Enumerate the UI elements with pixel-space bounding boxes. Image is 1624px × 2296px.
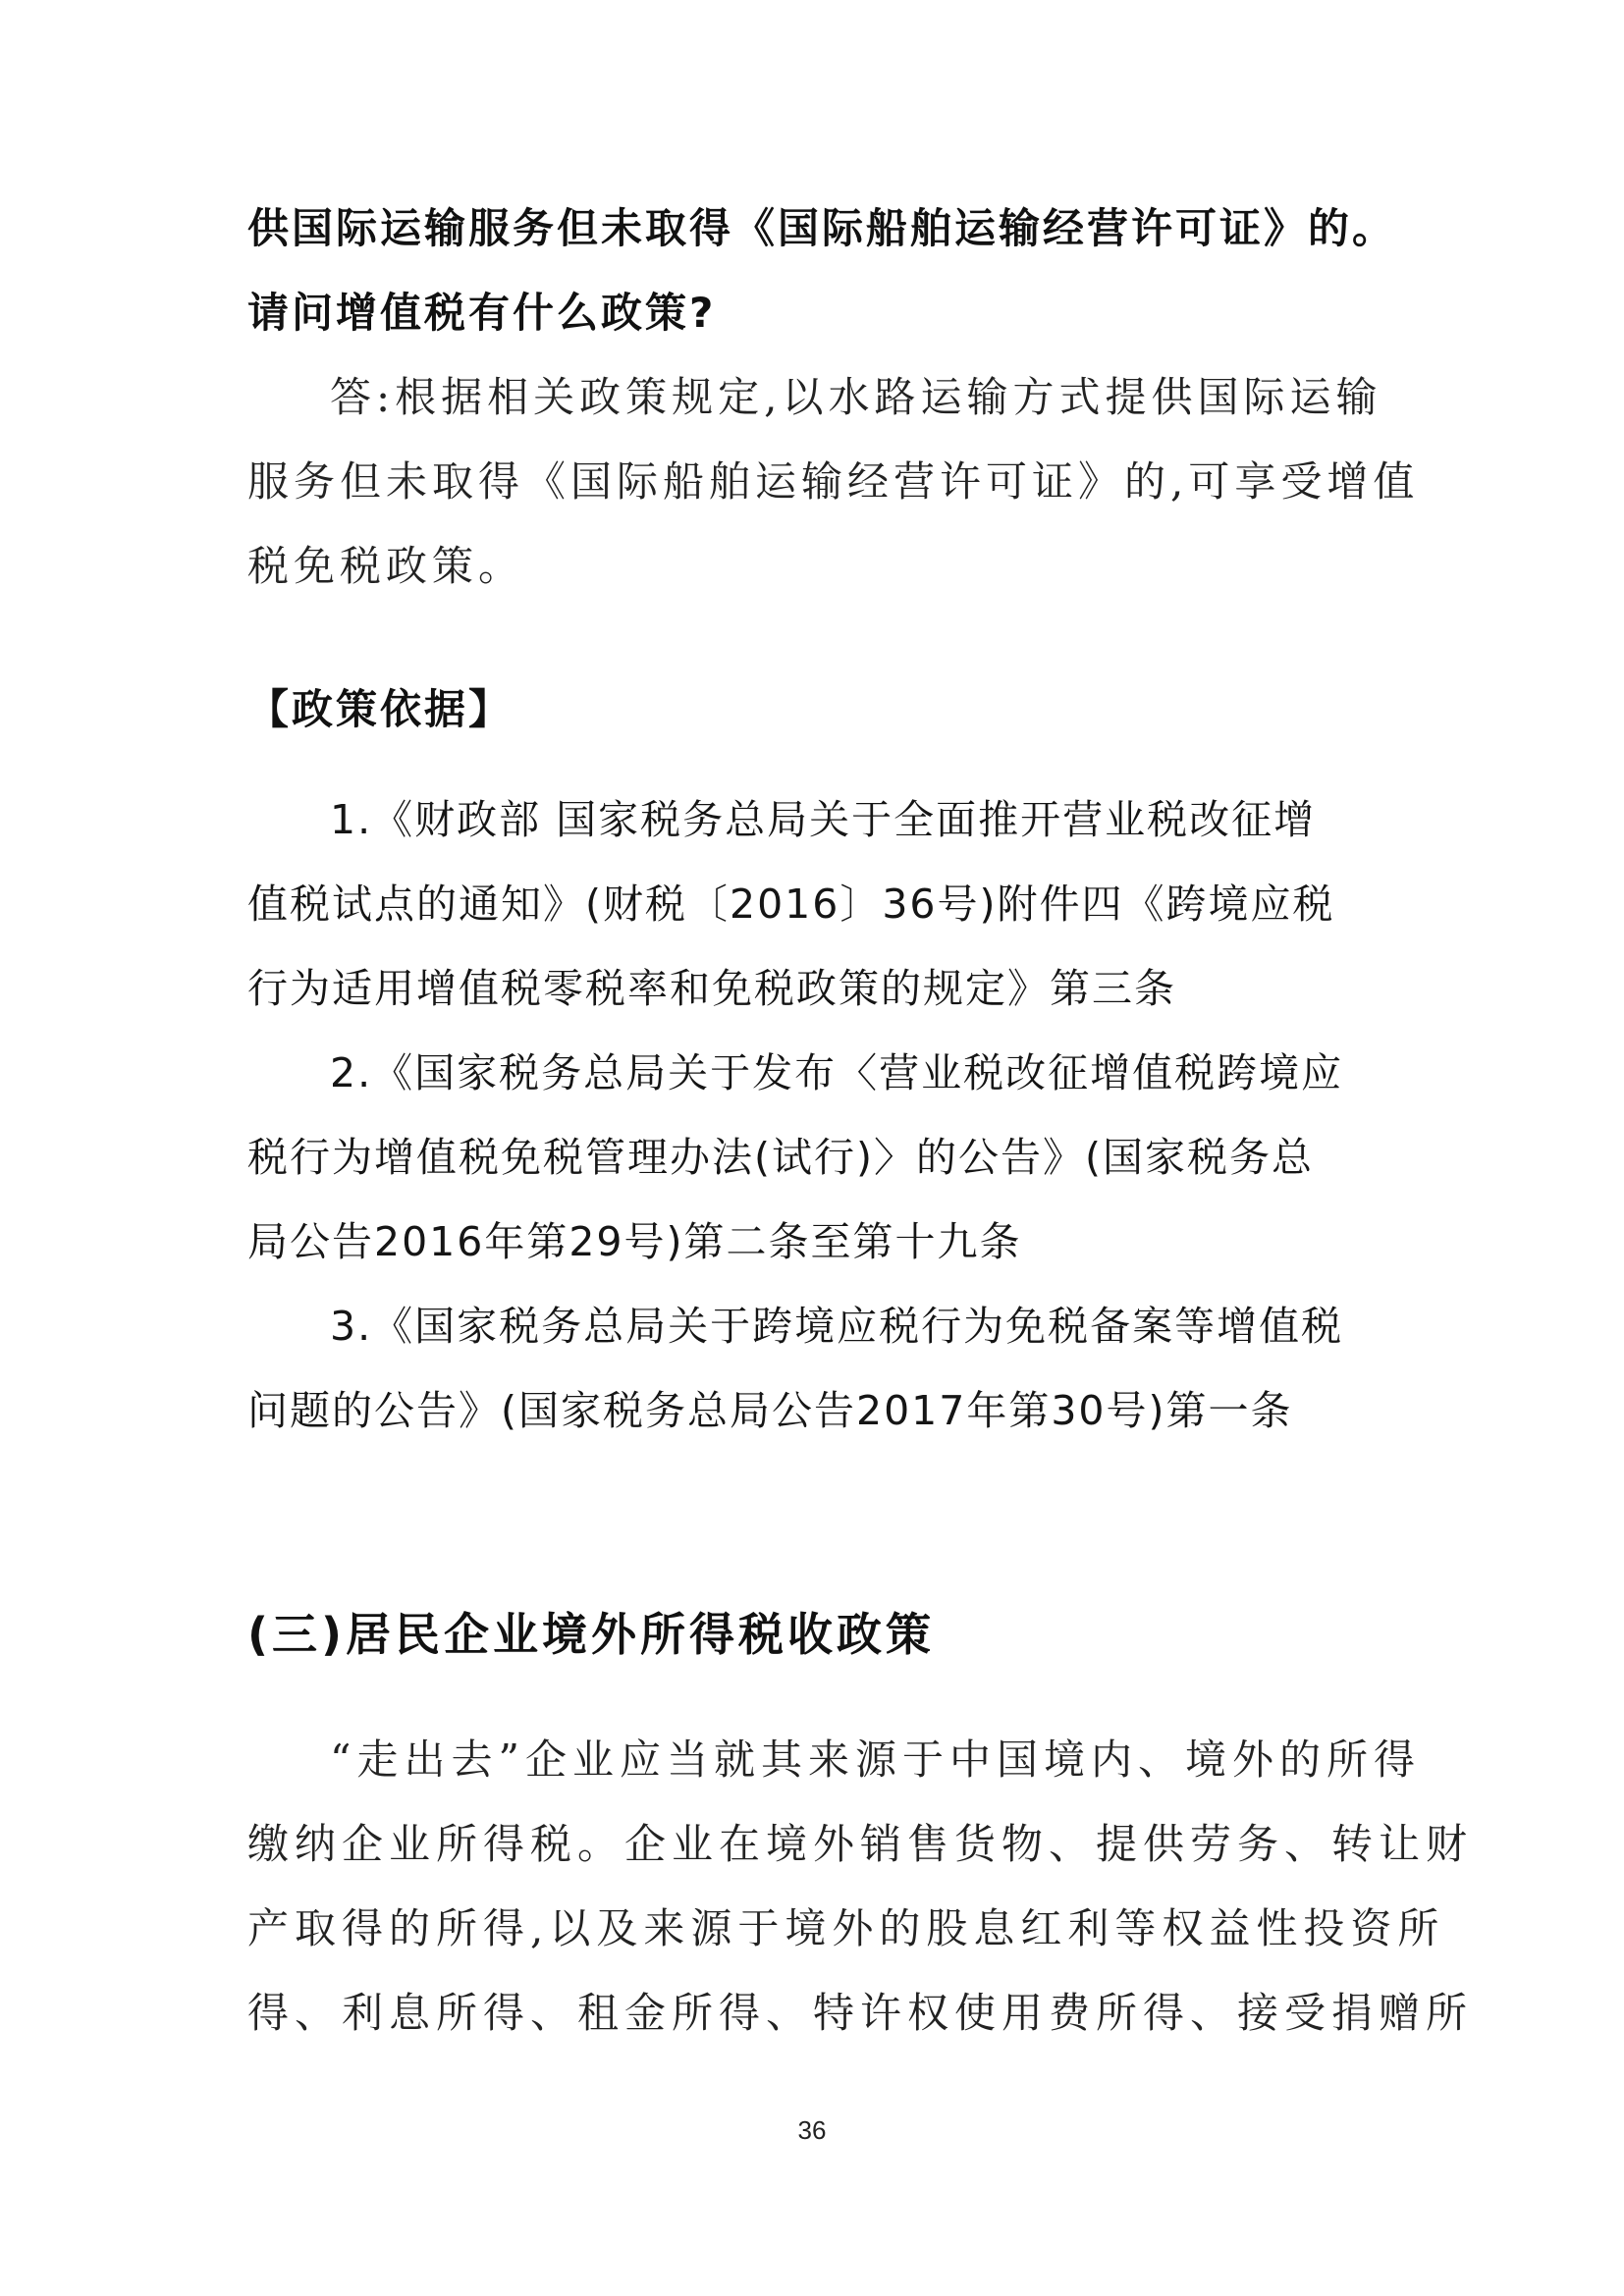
- section-line: 产取得的所得,以及来源于境外的股息红利等权益性投资所: [247, 1904, 1445, 1952]
- answer-line: 税免税政策。: [247, 542, 525, 590]
- policy-item-line: 值税试点的通知》(财税〔2016〕36号)附件四《跨境应税: [247, 881, 1335, 928]
- answer-line: 答:根据相关政策规定,以水路运输方式提供国际运输: [330, 373, 1382, 421]
- policy-item-line: 1.《财政部 国家税务总局关于全面推开营业税改征增: [330, 796, 1317, 843]
- section-line: 得、利息所得、租金所得、特许权使用费所得、接受捐赠所: [247, 1989, 1474, 2037]
- section-line: 缴纳企业所得税。企业在境外销售货物、提供劳务、转让财: [247, 1820, 1474, 1868]
- answer-paragraph: [247, 355, 1420, 609]
- policy-item-line: 2.《国家税务总局关于发布〈营业税改征增值税跨境应: [330, 1049, 1344, 1096]
- policy-item-line: 税行为增值税免税管理办法(试行)〉的公告》(国家税务总: [247, 1134, 1314, 1181]
- section-heading: (三)居民企业境外所得税收政策: [247, 1608, 936, 1661]
- policy-basis-list: [247, 777, 1386, 1453]
- question-line: 请问增值税有什么政策?: [247, 289, 717, 337]
- question-line: 供国际运输服务但未取得《国际船舶运输经营许可证》的。: [247, 204, 1397, 252]
- section-paragraph: [247, 1718, 1474, 2056]
- question-paragraph: [247, 187, 1397, 355]
- policy-basis-heading: 【政策依据】: [247, 685, 514, 733]
- section-line: “走出去”企业应当就其来源于中国境内、境外的所得: [330, 1735, 1421, 1784]
- policy-item-line: 行为适用增值税零税率和免税政策的规定》第三条: [247, 965, 1176, 1012]
- policy-item-line: 局公告2016年第29号)第二条至第十九条: [247, 1218, 1022, 1265]
- policy-item-line: 问题的公告》(国家税务总局公告2017年第30号)第一条: [247, 1387, 1293, 1434]
- answer-line: 服务但未取得《国际船舶运输经营许可证》的,可享受增值: [247, 457, 1420, 506]
- page-number: 36: [797, 2115, 827, 2145]
- policy-item-line: 3.《国家税务总局关于跨境应税行为免税备案等增值税: [330, 1303, 1344, 1350]
